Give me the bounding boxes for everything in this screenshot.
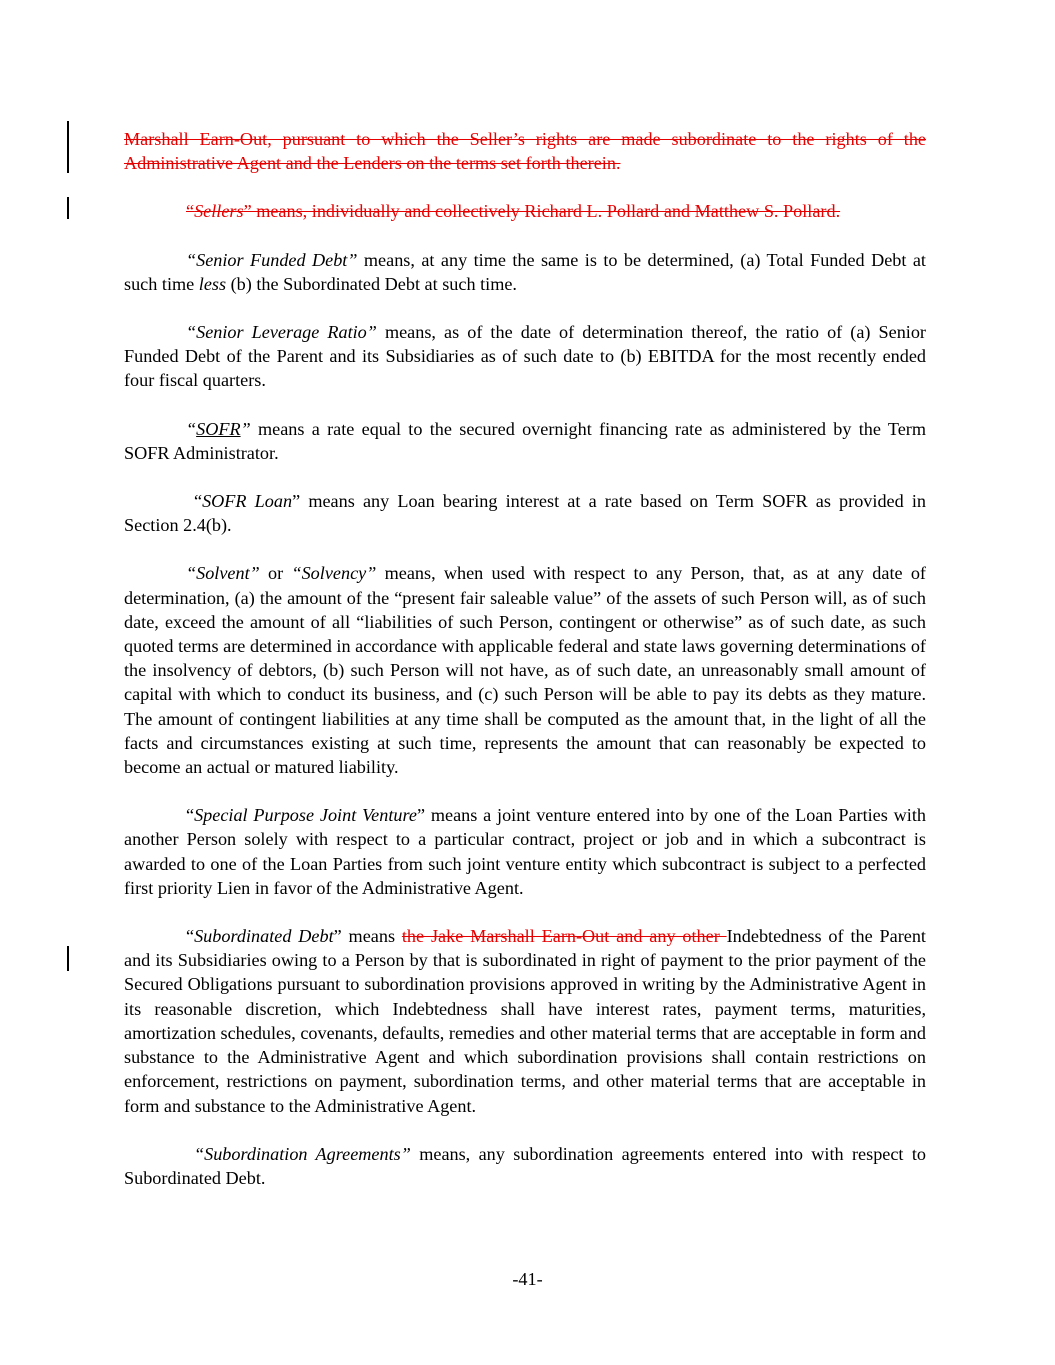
definition-sofr-loan: “SOFR Loan” means any Loan bearing interest at a rate based on Term SOFR as provided in Section 2.4(b). (124, 491, 927, 536)
page-number: -41- (512, 1269, 543, 1289)
defined-term: SOFR (196, 418, 241, 439)
paragraph-seller-earnout (124, 127, 926, 175)
defined-term: Special Purpose Joint Venture (194, 805, 417, 826)
defined-term: Sellers (194, 201, 244, 222)
definition-senior-leverage-ratio: “Senior Leverage Ratio” means, as of the date of determination thereof, the ratio of (a) Senior Funded Debt of the Parent and its Subsidiaries as of such date to (b) EBITDA for the most recently ended four fiscal quarters. (124, 322, 926, 391)
change-bar (67, 946, 69, 971)
document-page (124, 127, 926, 1214)
defined-term: “Solvent” (186, 563, 260, 584)
change-bar (67, 197, 69, 219)
definition-solvent: “Solvent” or “Solvency” means, when used with respect to any Person, that, as at any date of determination, (a) the amount of the “present fair saleable value” of the assets of such Person will, as of such date, exceed the amount of all “liabilities of such Person, contingent or otherwise” as of such date, as such quoted terms are determined in accordance with applicable federal and state laws governing determinations of the insolvency of debtors, (b) such Person will not have, as of such date, an unreasonably small amount of capital with which to conduct its business, and (c) such Person will be able to pay its debts as they mature. The amount of contingent liabilities at any time shall be computed as the amount that, in the light of all the facts and circumstances existing at such time, represents the amount that can reasonably be expected to become an actual or matured liability. (124, 563, 926, 778)
defined-term: “Senior Leverage Ratio” (186, 322, 377, 343)
definition-special-purpose-jv: “Special Purpose Joint Venture” means a joint venture entered into by one of the Loan Parties with another Person solely with respect to a particular contract, project or job and in which a subcontract is awarded to one of the Loan Parties from such joint venture entity which subcontract is subject to a perfected first priority Lien in favor of the Administrative Agent. (124, 805, 926, 898)
defined-term: “Solvency” (291, 563, 377, 584)
defined-term: “Subordination Agreements” (194, 1143, 411, 1164)
deleted-text: Marshall Earn-Out, pursuant to which the Seller’s rights are made subordinate to the rights of the Administrative Agent and the Lenders on the terms set forth therein. (124, 129, 926, 174)
definition-sellers (124, 199, 926, 223)
definition-subordination-agreements: “Subordination Agreements” means, any subordination agreements entered into with respect to Subordinated Debt. (124, 1143, 926, 1188)
defined-term: SOFR Loan (202, 491, 293, 512)
defined-term: Subordinated Debt (194, 926, 334, 947)
defined-term: “Senior Funded Debt” (186, 249, 358, 270)
definition-senior-funded-debt: “Senior Funded Debt” means, at any time the same is to be determined, (a) Total Funded Debt at such time less (b) the Subordinated Debt at such time. (124, 249, 926, 294)
change-bar (67, 121, 69, 173)
definition-subordinated-debt: “Subordinated Debt” means the Jake Marshall Earn-Out and any other Indebtedness of the Parent and its Subsidiaries owing to a Person by that is subordinated in right of payment to the prior payment of the Secured Obligations pursuant to subordination provisions approved in writing by the Administrative Agent in its reasonable discretion, which Indebtedness shall have interest rates, payment terms, maturities, amortization schedules, covenants, defaults, remedies and other material terms that are acceptable in form and substance to the Administrative Agent and which subordination provisions shall contain restrictions on enforcement, restrictions on payment, subordination terms, and other material terms that are acceptable in form and substance to the Administrative Agent. (124, 926, 926, 1116)
deleted-text: the Jake Marshall Earn-Out and any other (401, 926, 727, 947)
deleted-text: “Sellers” means, individually and collectively Richard L. Pollard and Matthew S. Pollard. (186, 201, 841, 222)
definition-sofr: “SOFR” means a rate equal to the secured overnight financing rate as administered by the Term SOFR Administrator. (124, 418, 926, 463)
